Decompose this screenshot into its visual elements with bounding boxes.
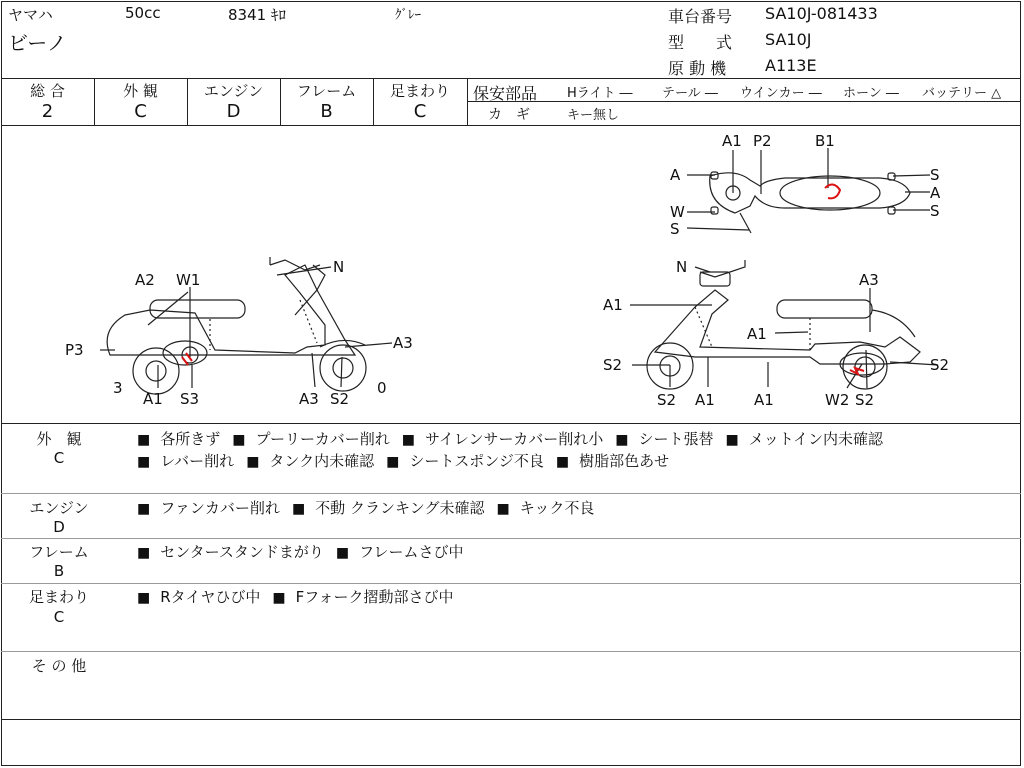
label-a3-front: A3 xyxy=(393,334,413,352)
side-number-left: 3 xyxy=(113,379,123,397)
top-view-scooter-diagram xyxy=(665,128,975,238)
engine-label: 原 動 機 xyxy=(668,59,727,78)
grade-engine-label: エンジン xyxy=(203,82,264,100)
remark-item: ■ キック不良 xyxy=(497,499,595,517)
displacement: 50cc xyxy=(125,4,161,22)
damage-mark-w2 xyxy=(850,368,864,374)
label-r-a1-upper: A1 xyxy=(603,296,623,314)
remark-item: ■ 不動 クランキング未確認 xyxy=(292,499,485,517)
scooter-outline-right xyxy=(630,260,938,389)
color-value: ｸﾞﾚｰ xyxy=(395,8,421,23)
label-r-s2-lower: S2 xyxy=(657,391,677,409)
section-frame-title: フレーム xyxy=(29,543,89,561)
key-label: カ ギ xyxy=(488,107,530,123)
label-top-p2: P2 xyxy=(753,132,772,150)
section-divider xyxy=(1,651,1021,652)
label-top-s-upper: S xyxy=(930,166,940,184)
left-side-scooter-diagram xyxy=(55,125,495,415)
remark-item: ■ フレームさび中 xyxy=(336,543,464,561)
type-label: 型 式 xyxy=(668,33,733,52)
safety-taillight: テール ― xyxy=(662,86,718,101)
remark-item: ■ センタースタンドまがり xyxy=(137,543,324,561)
grade-frame-label: フレーム xyxy=(296,82,357,100)
label-top-s-left: S xyxy=(670,220,680,238)
diagram-divider xyxy=(1,423,1021,424)
label-r-s2-bottom: S2 xyxy=(855,391,875,409)
label-r-s2-left: S2 xyxy=(603,356,623,374)
label-s3: S3 xyxy=(180,390,200,408)
safety-headlight: Hライト ― xyxy=(567,86,633,101)
label-r-a1-lower: A1 xyxy=(695,391,715,409)
remark-item: ■ 樹脂部色あせ xyxy=(556,452,669,470)
section-divider xyxy=(1,538,1021,539)
safety-horn: ホーン ― xyxy=(843,86,899,101)
section-exterior-grade: C xyxy=(53,449,65,467)
label-a3-lower: A3 xyxy=(299,390,319,408)
section-engine-title: エンジン xyxy=(29,499,89,517)
section-other-title: そ の 他 xyxy=(31,657,87,675)
remark-item: ■ ファンカバー削れ xyxy=(137,499,280,517)
model-name: ビーノ xyxy=(8,31,67,55)
label-r-n: N xyxy=(676,258,688,276)
label-a2: A2 xyxy=(135,271,155,289)
remark-item: ■ シート張替 xyxy=(615,430,713,448)
label-top-a-left: A xyxy=(670,166,681,184)
remark-item: ■ 各所きず xyxy=(137,430,220,448)
mileage: 8341 ｷﾛ xyxy=(228,6,286,24)
damage-mark-b1 xyxy=(825,184,840,198)
key-value: キー無し xyxy=(567,108,620,123)
label-p3: P3 xyxy=(65,341,84,359)
grade-suspension-value: C xyxy=(413,101,427,122)
label-n: N xyxy=(333,258,345,276)
damage-mark-w1 xyxy=(186,353,192,361)
section-engine-grade: D xyxy=(53,518,65,536)
section-frame-line-1 xyxy=(137,541,476,562)
safety-battery: バッテリー △ xyxy=(922,86,1002,101)
section-suspension-line-1 xyxy=(137,586,465,607)
chassis-value: SA10J-081433 xyxy=(765,4,878,23)
scooter-outline-top xyxy=(687,148,930,233)
label-r-s2-right: S2 xyxy=(930,356,950,374)
grade-exterior-label: 外 観 xyxy=(123,82,158,100)
label-a1: A1 xyxy=(143,390,163,408)
label-top-a1: A1 xyxy=(722,132,742,150)
label-r-a1-bottom: A1 xyxy=(754,391,774,409)
remark-item: ■ レバー削れ xyxy=(137,452,234,470)
footer-divider xyxy=(1,719,1021,720)
remark-item: ■ タンク内未確認 xyxy=(246,452,374,470)
safety-parts-label: 保安部品 xyxy=(473,84,538,103)
chassis-label: 車台番号 xyxy=(668,7,733,26)
grade-total-value: 2 xyxy=(41,101,54,122)
label-w1: W1 xyxy=(176,271,201,289)
section-divider xyxy=(1,583,1021,584)
remark-item: ■ Rタイヤひび中 xyxy=(137,588,260,606)
header-divider xyxy=(1,78,1021,79)
maker: ヤマハ xyxy=(8,6,53,24)
label-r-w2: W2 xyxy=(825,391,850,409)
type-value: SA10J xyxy=(765,30,812,49)
remark-item: ■ Fフォーク摺動部さび中 xyxy=(272,588,453,606)
remark-item: ■ プーリーカバー削れ xyxy=(232,430,390,448)
label-s2: S2 xyxy=(330,390,350,408)
damage-mark-w1 xyxy=(182,357,188,365)
label-r-a3: A3 xyxy=(859,271,879,289)
label-top-b1: B1 xyxy=(815,132,835,150)
label-top-a-right: A xyxy=(930,184,941,202)
label-top-w: W xyxy=(670,203,685,221)
remark-item: ■ サイレンサーカバー削れ小 xyxy=(402,430,604,448)
section-frame-grade: B xyxy=(53,562,65,580)
remark-item: ■ メットイン内未確認 xyxy=(726,430,884,448)
section-engine-line-1 xyxy=(137,497,606,518)
section-suspension-grade: C xyxy=(53,608,65,626)
label-r-a1-mid: A1 xyxy=(747,325,767,343)
section-divider xyxy=(1,493,1021,494)
safety-row-divider xyxy=(467,101,1020,102)
grade-frame-value: B xyxy=(320,101,333,122)
grade-engine-value: D xyxy=(226,101,241,122)
section-exterior-title: 外 観 xyxy=(36,430,82,448)
safety-winker: ウインカー ― xyxy=(740,86,822,101)
grade-exterior-value: C xyxy=(134,101,147,122)
section-suspension-title: 足まわり xyxy=(28,588,89,606)
right-side-scooter-diagram xyxy=(600,252,980,412)
side-number-right: 0 xyxy=(377,379,387,397)
remark-item: ■ シートスポンジ不良 xyxy=(386,452,544,470)
engine-value: A113E xyxy=(765,56,817,75)
grade-col-divider xyxy=(467,78,468,125)
section-exterior-line-2 xyxy=(137,450,681,471)
label-top-s-lower: S xyxy=(930,202,940,220)
grade-total-label: 総 合 xyxy=(30,82,65,100)
grade-suspension-label: 足まわり xyxy=(389,82,450,100)
section-exterior-line-1 xyxy=(137,428,895,449)
